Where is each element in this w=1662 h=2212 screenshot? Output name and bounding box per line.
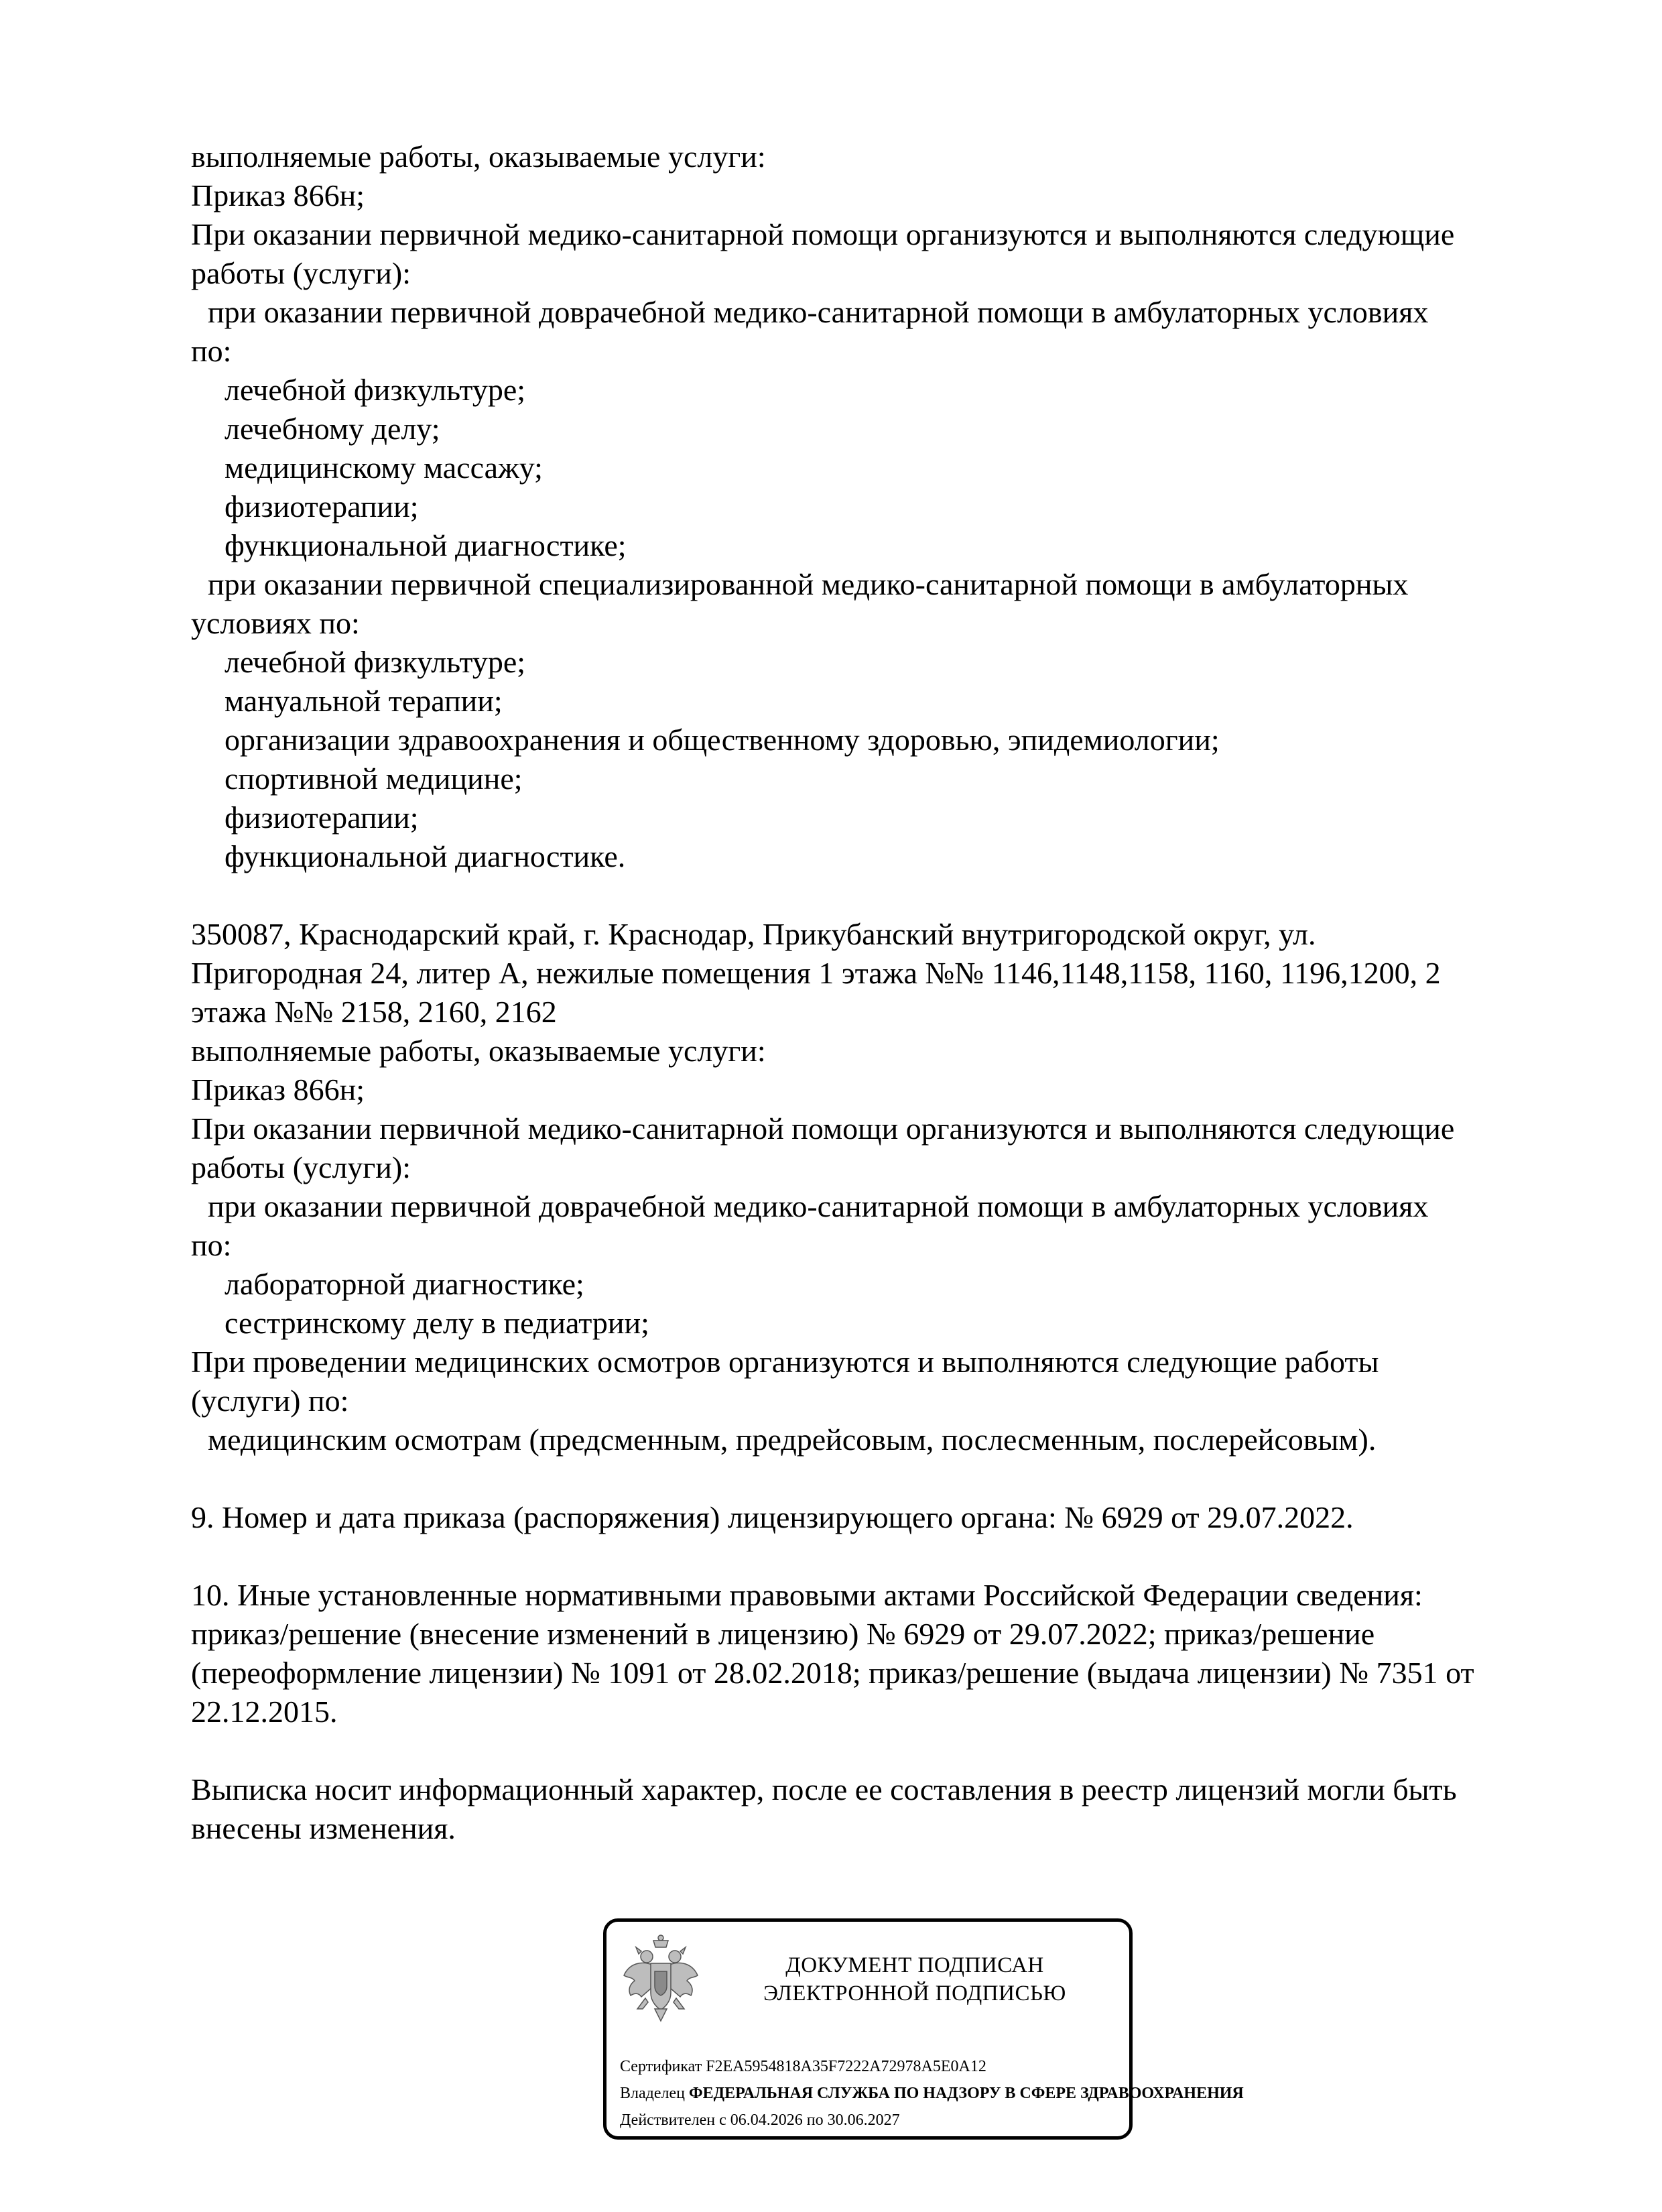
- service-item: функциональной диагностике.: [225, 839, 626, 873]
- owner-name: ФЕДЕРАЛЬНАЯ СЛУЖБА ПО НАДЗОРУ В СФЕРЕ ЗДРАВООХРАНЕНИЯ: [688, 2085, 1244, 2102]
- service-item: медицинскому массажу;: [225, 450, 543, 485]
- primary-care-intro: При оказании первичной медико-санитарной помощи организуются и выполняются следующие: [191, 1111, 1455, 1146]
- certificate-number: F2EA5954818A35F7222A72978A5E0A12: [706, 2058, 986, 2075]
- prevrach-heading-cont: по:: [191, 1228, 232, 1262]
- item-10-cont: приказ/решение (внесение изменений в лицензию) № 6929 от 29.07.2022; приказ/решение: [191, 1617, 1375, 1651]
- prevrach-heading: при оказании первичной доврачебной медико-санитарной помощи в амбулаторных условиях: [208, 1189, 1429, 1223]
- exam-item: медицинским осмотрам (предсменным, предрейсовым, послесменным, послерейсовым).: [208, 1422, 1377, 1457]
- spacer: [191, 1459, 1585, 1498]
- electronic-signature-stamp: [603, 1918, 1244, 2140]
- primary-care-intro-cont: работы (услуги):: [191, 256, 411, 290]
- order-reference: Приказ 866н;: [191, 1072, 365, 1107]
- exam-intro: При проведении медицинских осмотров организуются и выполняются следующие работы: [191, 1345, 1379, 1379]
- service-item: лечебной физкультуре;: [225, 645, 526, 679]
- service-item: физиотерапии;: [225, 800, 419, 835]
- disclaimer: Выписка носит информационный характер, после ее составления в реестр лицензий могли быть: [191, 1772, 1457, 1806]
- service-item: лечебной физкультуре;: [225, 373, 526, 407]
- validity-period: Действителен с 06.04.2026 по 30.06.2027: [620, 2111, 900, 2129]
- primary-care-intro-cont: работы (услуги):: [191, 1150, 411, 1184]
- works-intro: выполняемые работы, оказываемые услуги:: [191, 1034, 766, 1068]
- item-9: 9. Номер и дата приказа (распоряжения) лицензирующего органа: № 6929 от 29.07.2022.: [191, 1500, 1354, 1534]
- certificate-label: Сертификат: [620, 2058, 702, 2075]
- stamp-title-line: ЭЛЕКТРОННОЙ ПОДПИСЬЮ: [763, 1981, 1066, 2006]
- service-item: функциональной диагностике;: [225, 528, 627, 562]
- stamp-title-line: ДОКУМЕНТ ПОДПИСАН: [785, 1953, 1044, 1977]
- specialized-heading-cont: условиях по:: [191, 606, 360, 640]
- specialized-heading: при оказании первичной специализированной медико-санитарной помощи в амбулаторных: [208, 567, 1409, 601]
- service-item: мануальной терапии;: [225, 684, 503, 718]
- item-10: 10. Иные установленные нормативными правовыми актами Российской Федерации сведения:: [191, 1578, 1423, 1612]
- service-item: лечебному делу;: [225, 412, 440, 446]
- service-item: спортивной медицине;: [225, 761, 523, 796]
- address-line: 350087, Краснодарский край, г. Краснодар, Прикубанский внутригородской округ, ул.: [191, 917, 1316, 951]
- primary-care-intro: При оказании первичной медико-санитарной помощи организуются и выполняются следующие: [191, 217, 1455, 251]
- spacer: [191, 1731, 1585, 1770]
- service-item: организации здравоохранения и общественному здоровью, эпидемиологии;: [225, 723, 1220, 757]
- prevrach-heading: при оказании первичной доврачебной медико-санитарной помощи в амбулаторных условиях: [208, 295, 1429, 329]
- owner-row: [620, 2080, 1244, 2107]
- stamp-title: [707, 1951, 1123, 2008]
- service-item: физиотерапии;: [225, 489, 419, 524]
- item-10-cont: (переоформление лицензии) № 1091 от 28.02.2018; приказ/решение (выдача лицензии) № 7351 от: [191, 1656, 1474, 1690]
- address-line: Пригородная 24, литер А, нежилые помещения 1 этажа №№ 1146,1148,1158, 1160, 1196,1200, 2: [191, 956, 1441, 990]
- address-line: этажа №№ 2158, 2160, 2162: [191, 995, 557, 1029]
- service-item: сестринскому делу в педиатрии;: [225, 1306, 649, 1340]
- certificate-row: [620, 2053, 1129, 2080]
- exam-intro-cont: (услуги) по:: [191, 1384, 349, 1418]
- russian-coat-of-arms-icon: [621, 1934, 700, 2028]
- stamp-info: [620, 2053, 1244, 2134]
- order-reference: Приказ 866н;: [191, 178, 365, 212]
- spacer: [191, 1537, 1585, 1576]
- spacer: [191, 876, 1585, 915]
- document-body: [191, 137, 1585, 1848]
- owner-label: Владелец: [620, 2085, 685, 2102]
- works-intro: выполняемые работы, оказываемые услуги:: [191, 139, 766, 174]
- prevrach-heading-cont: по:: [191, 334, 232, 368]
- service-item: лабораторной диагностике;: [225, 1267, 584, 1301]
- item-10-cont: 22.12.2015.: [191, 1695, 338, 1729]
- disclaimer-cont: внесены изменения.: [191, 1811, 456, 1845]
